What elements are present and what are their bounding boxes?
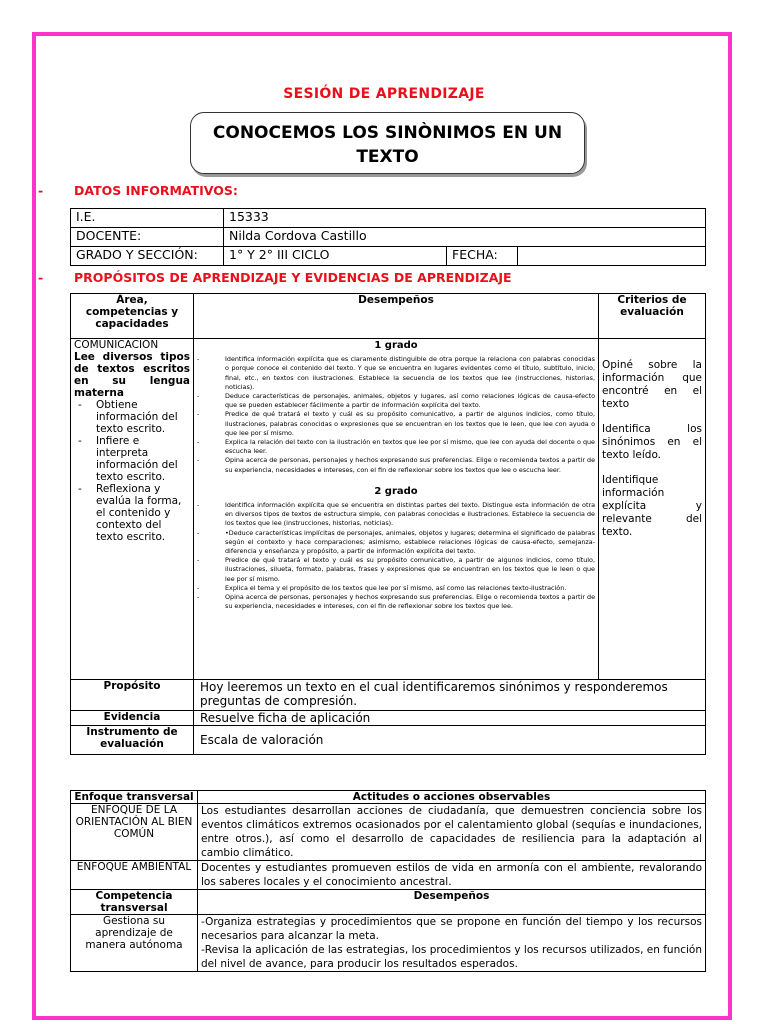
table-row	[71, 915, 706, 972]
table-row	[71, 861, 706, 890]
section-propositos	[38, 270, 512, 285]
ie-label: I.E.	[71, 209, 224, 228]
list-item: - Explica la relación del texto con la ilustración en textos que lee por sí mismo, que lee con ayuda del docente o que escucha leer.	[197, 438, 595, 456]
header-desempenos: Desempeños	[194, 294, 599, 339]
header-enfoque: Enfoque transversal	[71, 791, 198, 804]
list-item: - Infiere e interpreta información del texto escrito.	[74, 435, 190, 483]
grade2-title: 2 grado	[374, 485, 418, 497]
list-item: - Opina acerca de personas, personajes y hechos expresando sus preferencias. Elige o recomienda textos a partir de su experiencia, necesidades e intereses, con el fin de reflexionar sobre los textos que lee o escucha leer.	[197, 456, 595, 474]
list-item: - Explica el tema y el propósito de los textos que lee por sí mismo, así como las relaciones texto-ilustración.	[197, 584, 595, 593]
session-theme: CONOCEMOS LOS SINÒNIMOS EN UN TEXTO	[190, 112, 585, 174]
table-header-row	[71, 890, 706, 915]
table-row	[71, 209, 706, 228]
area-cell	[71, 339, 194, 680]
ie-value: 15333	[224, 209, 706, 228]
grade1-list	[197, 355, 595, 475]
list-item: - Obtiene información del texto escrito.	[74, 399, 190, 435]
table-row	[71, 339, 706, 680]
criterio-item: Opiné sobre la información que encontré en el texto	[602, 359, 702, 410]
competencia-text: -Organiza estrategias y procedimientos que se propone en función del tiempo y los recursos necesarios para alcanzar la meta.	[201, 916, 702, 942]
criterio-item: Identifique información explícita y relevante del texto.	[602, 474, 702, 538]
table-header-row	[71, 791, 706, 804]
list-item: - Predice de qué tratará el texto y cuál es su propósito comunicativo, a partir de algunos indicios, como título, ilustraciones, palabras conocidas o expresiones que se encuentran en los textos que le leen, que lee con ayuda o que lee por sí mismo.	[197, 410, 595, 438]
instrumento-value: Escala de valoración	[194, 726, 706, 755]
header-competencia: Competencia transversal	[71, 890, 198, 915]
fecha-value	[518, 247, 706, 266]
enfoque-name: ENFOQUE AMBIENTAL	[71, 861, 198, 890]
enfoque-name: ENFOQUE DE LA ORIENTACIÓN AL BIEN COMÚN	[71, 804, 198, 861]
list-item: - Opina acerca de personas, personajes y hechos expresando sus preferencias. Elige o recomienda textos a partir de su experiencia, necesidades e intereses, con el fin de reflexionar sobre los textos que lee.	[197, 593, 595, 611]
area-name: COMUNICACIÓN	[74, 339, 159, 351]
table-row	[71, 247, 706, 266]
grado-label: GRADO Y SECCIÓN:	[71, 247, 224, 266]
list-item: - •Deduce características implícitas de personajes, animales, objetos y lugares; determina el significado de palabras según el contexto y hace comparaciones; asimismo, establece relaciones lógicas de causa-efecto, semejanza-diferencia y enseñanza y propósito, a partir de información explícita del texto.	[197, 529, 595, 557]
table-header-row	[71, 294, 706, 339]
proposito-label: Propósito	[71, 680, 194, 711]
proposito-value: Hoy leeremos un texto en el cual identificaremos sinónimos y responderemos preguntas de compresión.	[194, 680, 706, 711]
header-actitudes: Actitudes o acciones observables	[198, 791, 706, 804]
enfoques-table	[70, 790, 706, 972]
evidencia-label: Evidencia	[71, 711, 194, 726]
info-table	[70, 208, 706, 266]
instrumento-label: Instrumento de evaluación	[71, 726, 194, 755]
fecha-label: FECHA:	[447, 247, 518, 266]
competencia-text: -Revisa la aplicación de las estrategias, los procedimientos y los recursos utilizados, en función del nivel de avance, para producir los resultados esperados.	[201, 944, 702, 970]
list-item: - Predice de qué tratará el texto y cuál es su propósito comunicativo, a partir de algunos indicios, como título, ilustraciones, silueta, formato, palabras, frases y expresiones que se encuentran en los textos que le leen o que lee por sí mismo.	[197, 556, 595, 584]
section-datos	[38, 183, 238, 198]
list-item: - Identifica información explícita que se encuentra en distintas partes del texto. Distingue esta información de otra en diversos tipos de textos de estructura simple, con palabras conocidas e ilustraciones. Establece la secuencia de los textos que lee (instrucciones, historias, noticias).	[197, 501, 595, 529]
area-competency: Lee diversos tipos de textos escritos en su lengua materna	[74, 351, 190, 399]
docente-label: DOCENTE:	[71, 228, 224, 247]
table-row	[71, 804, 706, 861]
table-row	[71, 711, 706, 726]
section-propositos-label: PROPÓSITOS DE APRENDIZAJE Y EVIDENCIAS DE APRENDIZAJE	[74, 270, 512, 285]
section-bullet: -	[38, 270, 44, 285]
header-area: Área, competencias y capacidades	[71, 294, 194, 339]
enfoque-text: Docentes y estudiantes promueven estilos de vida en armonía con el ambiente, revalorando los saberes locales y el conocimiento ancestral.	[198, 861, 706, 890]
learning-table	[70, 293, 706, 755]
header-criterios: Criterios de evaluación	[599, 294, 706, 339]
criterio-item: Identifica los sinónimos en el texto leído.	[602, 423, 702, 461]
criterios-cell	[599, 339, 706, 680]
list-item: - Reflexiona y evalúa la forma, el contenido y contexto del texto escrito.	[74, 483, 190, 543]
grade1-title: 1 grado	[374, 340, 418, 351]
competencia-name: Gestiona su aprendizaje de manera autónoma	[71, 915, 198, 972]
section-datos-label: DATOS INFORMATIVOS:	[74, 183, 238, 198]
section-bullet: -	[38, 183, 44, 198]
header-desempenos-transversal: Desempeños	[198, 890, 706, 915]
session-title: SESIÓN DE APRENDIZAJE	[283, 86, 485, 102]
table-row	[71, 228, 706, 247]
table-row	[71, 680, 706, 711]
list-item: - Identifica información explícita que es claramente distinguible de otra porque la relaciona con palabras conocidas o porque conoce el contenido del texto. Y que se encuentra en lugares evidentes como el título, subtítulo, inicio, final, etc., en textos con ilustraciones. Establece la secuencia de los textos que lee (instrucciones, historias, noticias).	[197, 355, 595, 392]
evidencia-value: Resuelve ficha de aplicación	[194, 711, 706, 726]
grado-value: 1° Y 2° III CICLO	[224, 247, 447, 266]
list-item: - Deduce características de personajes, animales, objetos y lugares, así como relaciones lógicas de causa-efecto que se pueden establecer fácilmente a partir de información explícita del texto.	[197, 392, 595, 410]
docente-value: Nilda Cordova Castillo	[224, 228, 706, 247]
table-row	[71, 726, 706, 755]
desempenos-cell	[194, 339, 599, 680]
competencia-desempenos	[198, 915, 706, 972]
grade2-list	[197, 501, 595, 611]
capacities-list	[74, 399, 190, 543]
enfoque-text: Los estudiantes desarrollan acciones de ciudadanía, que demuestren conciencia sobre los eventos climáticos extremos ocasionados por el calentamiento global (sequías e inundaciones, entre otros.), así como el desarrollo de capacidades de resiliencia para la adaptación al cambio climático.	[198, 804, 706, 861]
